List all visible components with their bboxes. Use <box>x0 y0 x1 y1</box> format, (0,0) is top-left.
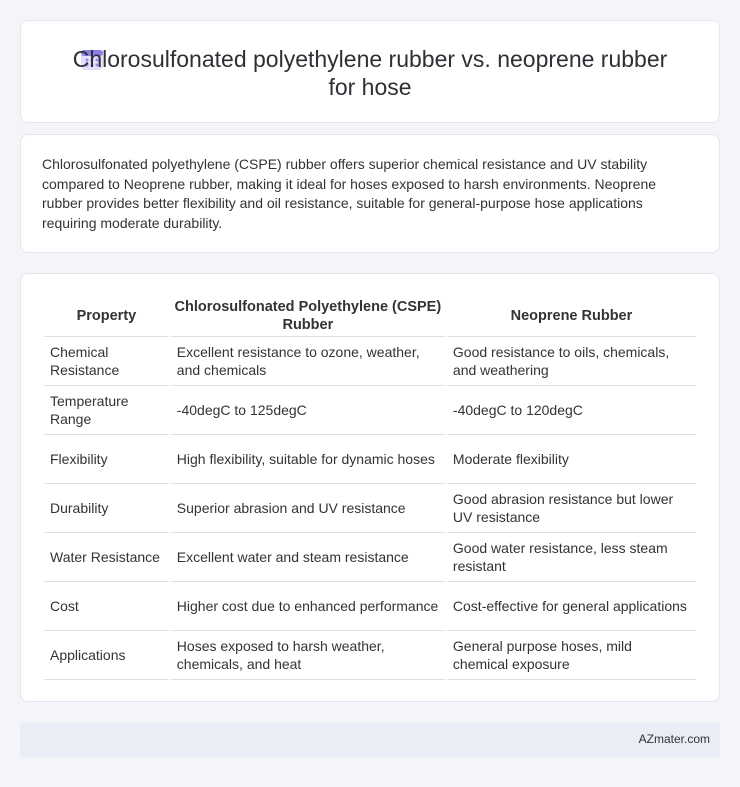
header-cspe: Chlorosulfonated Polyethylene (CSPE) Rubber <box>171 295 445 337</box>
neoprene-cell: -40degC to 120degC <box>447 386 696 435</box>
header-neoprene: Neoprene Rubber <box>447 295 696 337</box>
property-cell: Durability <box>44 484 169 533</box>
property-cell: Applications <box>44 631 169 680</box>
table-row <box>44 582 696 631</box>
property-cell: Flexibility <box>44 435 169 484</box>
cspe-cell: Superior abrasion and UV resistance <box>171 484 445 533</box>
table-row <box>44 484 696 533</box>
cspe-cell: Higher cost due to enhanced performance <box>171 582 445 631</box>
page-title: Chlorosulfonated polyethylene rubber vs. neoprene rubber for hose <box>72 46 668 100</box>
neoprene-cell: Good resistance to oils, chemicals, and weathering <box>447 337 696 386</box>
title-card <box>20 20 720 123</box>
property-cell: Cost <box>44 582 169 631</box>
neoprene-cell: Cost-effective for general applications <box>447 582 696 631</box>
summary-text: Chlorosulfonated polyethylene (CSPE) rubber offers superior chemical resistance and UV stability compared to Neoprene rubber, making it ideal for hoses exposed to harsh environments. Neoprene rubber provides better flexibility and oil resistance, suitable for general-purpose hose applications requiring moderate durability. <box>42 156 657 231</box>
neoprene-cell: Good water resistance, less steam resistant <box>447 533 696 582</box>
table-row <box>44 631 696 680</box>
cspe-cell: Excellent water and steam resistance <box>171 533 445 582</box>
cspe-cell: Hoses exposed to harsh weather, chemicals, and heat <box>171 631 445 680</box>
header-property: Property <box>44 295 169 337</box>
property-cell: Temperature Range <box>44 386 169 435</box>
table-row <box>44 337 696 386</box>
footer-site-link[interactable]: AZmater.com <box>638 732 710 746</box>
property-cell: Chemical Resistance <box>44 337 169 386</box>
cspe-cell: High flexibility, suitable for dynamic hoses <box>171 435 445 484</box>
table-row <box>44 435 696 484</box>
summary-card <box>20 134 720 253</box>
table-row <box>44 533 696 582</box>
table-card <box>20 273 720 702</box>
cspe-cell: Excellent resistance to ozone, weather, and chemicals <box>171 337 445 386</box>
property-cell: Water Resistance <box>44 533 169 582</box>
table-row <box>44 386 696 435</box>
cspe-cell: -40degC to 125degC <box>171 386 445 435</box>
neoprene-cell: Moderate flexibility <box>447 435 696 484</box>
footer <box>20 723 720 757</box>
comparison-table <box>42 295 698 680</box>
table-header-row <box>44 295 696 337</box>
neoprene-cell: General purpose hoses, mild chemical exposure <box>447 631 696 680</box>
neoprene-cell: Good abrasion resistance but lower UV resistance <box>447 484 696 533</box>
